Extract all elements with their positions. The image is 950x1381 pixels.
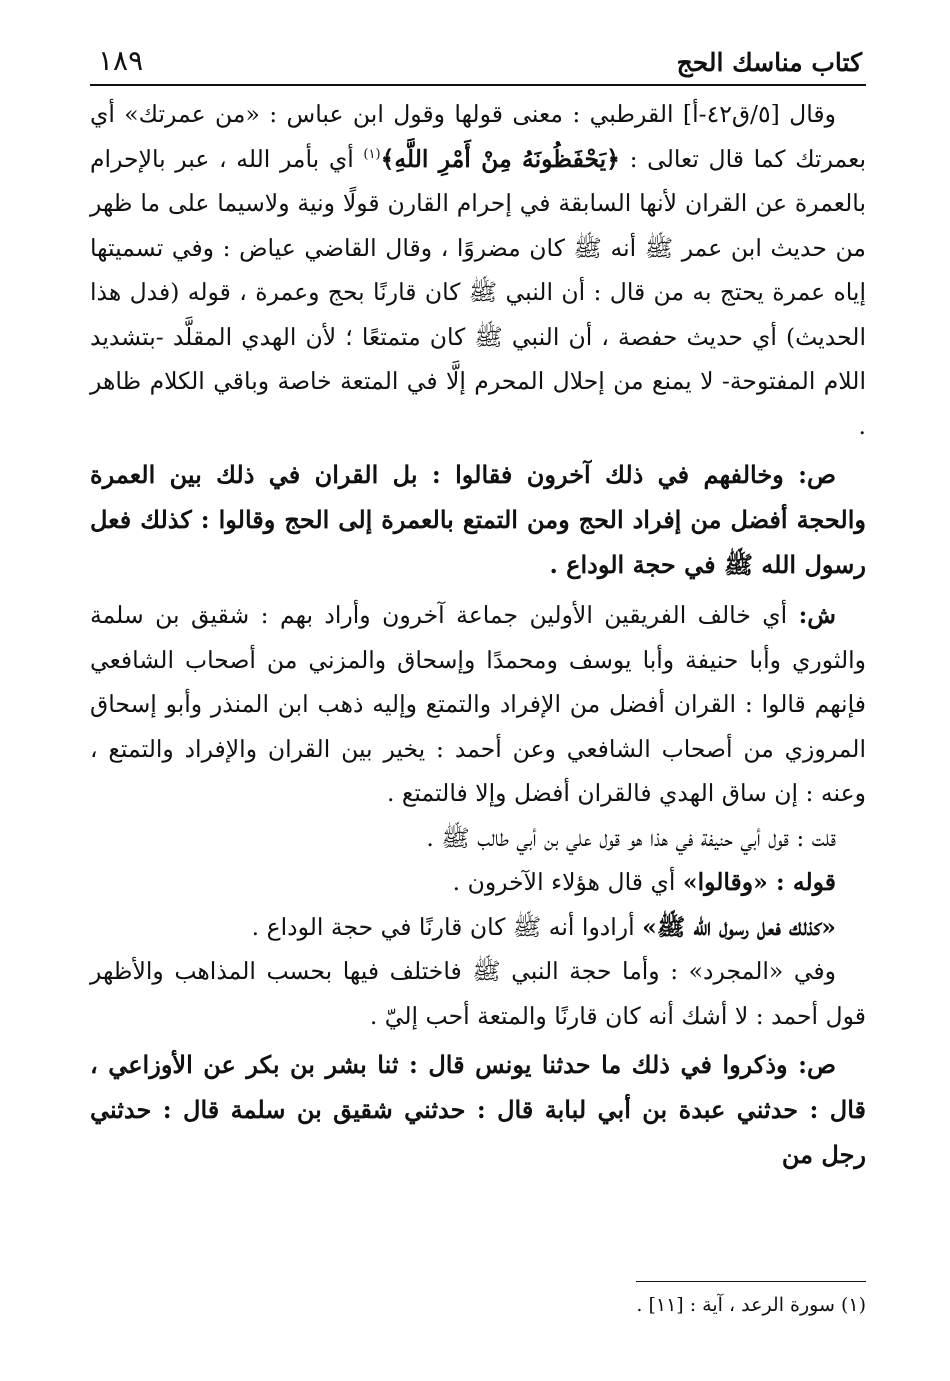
text-segment: ص: وخالفهم في ذلك آخرون فقالوا : بل القران في ذلك بين العمرة والحجة أفضل من إفراد الحج ومن التمتع بالعمرة إلى الحج وقالوا : كذلك فعل رسول الله ﷺ في حجة الوداع .	[90, 460, 866, 579]
text-body	[90, 92, 866, 1183]
commentary-paragraph	[90, 949, 866, 1038]
page-number: ١٨٩	[98, 44, 144, 77]
text-segment: أي خالف الفريقين الأولين جماعة آخرون وأراد بهم : شقيق بن سلمة والثوري وأبا حنيفة وأبا يوسف ومحمدًا وإسحاق والمزني من أصحاب الشافعي فإنهم قالوا : القران أفضل من الإفراد والتمتع وإليه ذهب ابن المنذر وأبو إسحاق المروزي من أصحاب الشافعي وعن أحمد : يخير بين القران والإفراد والتمتع ، وعنه : إن ساق الهدي فالقران أفضل وإلا فالتمتع .	[90, 601, 866, 807]
text-segment: ﴿يَحْفَظُونَهُ مِنْ أَمْرِ اللَّهِ﴾	[380, 144, 620, 173]
text-segment: وقال [٥/ق٤٢-أ] القرطبي : معنى قولها وقول ابن عباس : «من عمرتك» أي بعمرتك كما قال تعالى :	[90, 100, 867, 173]
footnote: (١) سورة الرعد ، آية : [١١] .	[636, 1294, 866, 1316]
commentary-paragraph	[90, 92, 866, 448]
text-segment: قلت : قول أبي حنيفة في هذا هو قول علي بن أبي طالب ﷺ .	[426, 823, 836, 852]
document-page	[90, 28, 866, 1358]
text-segment: أي بأمر الله ، عبر بالإحرام بالعمرة عن القران لأنها السابقة في إحرام القارن قولًا ونية ولاسيما على ما ظهر من حديث ابن عمر ﷺ أنه ﷺ كان مضروًا ، وقال القاضي عياض : وفي تسميتها إياه عمرة يحتج به من قال : أن النبي ﷺ كان قارنًا بحج وعمرة ، قوله (فدل هذا الحديث) أي حديث حفصة ، أن النبي ﷺ كان متمتعًا ؛ لأن الهدي المقلَّد -بتشديد اللام المفتوحة- لا يمنع من إحلال المحرم إلَّا في المتعة خاصة وباقي الكلام ظاهر .	[90, 144, 866, 440]
page-header	[90, 28, 866, 80]
text-segment: أي قال هؤلاء الآخرون .	[452, 868, 683, 896]
matn-paragraph	[90, 1042, 866, 1177]
footnote-divider	[636, 1281, 866, 1282]
header-divider	[90, 84, 866, 86]
text-segment: قوله : «وقالوا»	[682, 868, 836, 896]
matn-paragraph	[90, 452, 866, 587]
text-segment: ش:	[798, 601, 836, 629]
text-segment: «كذلك فعل رسول الله ﷺ»	[642, 912, 836, 941]
text-segment: ص: وذكروا في ذلك ما حدثنا يونس قال : ثنا بشر بن بكر عن الأوزاعي ، قال : حدثني عبدة بن أبي لبابة قال : حدثني شقيق بن سلمة قال : حدثني رجل من	[90, 1050, 866, 1169]
commentary-paragraph	[90, 593, 866, 816]
commentary-paragraph	[90, 860, 866, 905]
text-segment: وفي «المجرد» : وأما حجة النبي ﷺ فاختلف فيها بحسب المذاهب والأظهر قول أحمد : لا أشك أنه كان قارنًا والمتعة أحب إليّ .	[90, 957, 866, 1030]
commentary-paragraph	[90, 905, 866, 950]
running-title: كتاب مناسك الحج	[676, 48, 862, 77]
text-segment: أرادوا أنه ﷺ كان قارنًا في حجة الوداع .	[251, 912, 643, 941]
footnote-marker: (١)	[363, 146, 381, 162]
commentary-paragraph	[90, 816, 866, 861]
